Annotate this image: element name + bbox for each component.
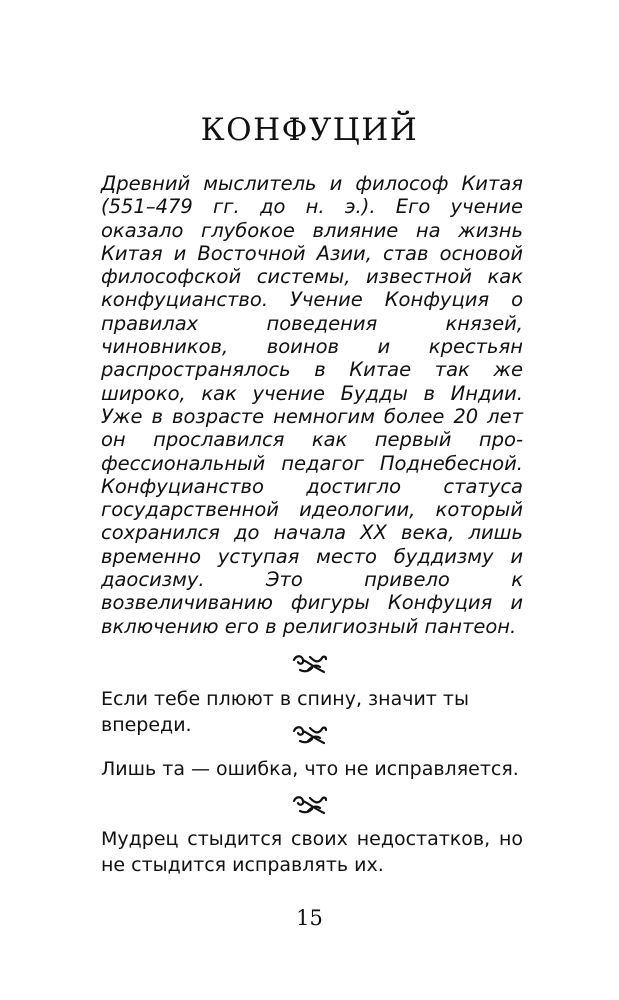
fleuron-ornament-icon (0, 793, 619, 817)
page-number: 15 (296, 906, 323, 930)
quote-text: Лишь та — ошибка, что не исправляется. (101, 758, 519, 780)
fleuron-ornament-icon (0, 723, 619, 747)
chapter-title: КОНФУЦИЙ (200, 112, 419, 148)
biography-paragraph: Древний мыслитель и философ Китая (551–479 гг. до н. э.). Его учение оказало глубокое влияние на жизнь Китая и Восточной Азии, став основой философской системы, известной как конфуцианство. Учение Конфуция о правилах поведения князей, чиновников, воинов и крестьян распространялось в Китае так же широко, как учение Будды в Индии. Уже в возрасте немногим более 20 лет он прославился как первый профессиональный педагог Поднебесной. Конфуцианство достигло статуса государственной идеологии, который сохранился до начала XX века, лишь временно уступая место буддизму и даосизму. Это привело к возвеличиванию фигуры Конфуция и включению его в религиозный пантеон. (101, 172, 523, 638)
fleuron-ornament-icon (0, 652, 619, 676)
quote-text: Если тебе плюют в спину, значит ты впереди. (101, 688, 469, 736)
quote-text: Мудрец стыдится своих недостатков, но не стыдится исправлять их. (101, 828, 523, 876)
